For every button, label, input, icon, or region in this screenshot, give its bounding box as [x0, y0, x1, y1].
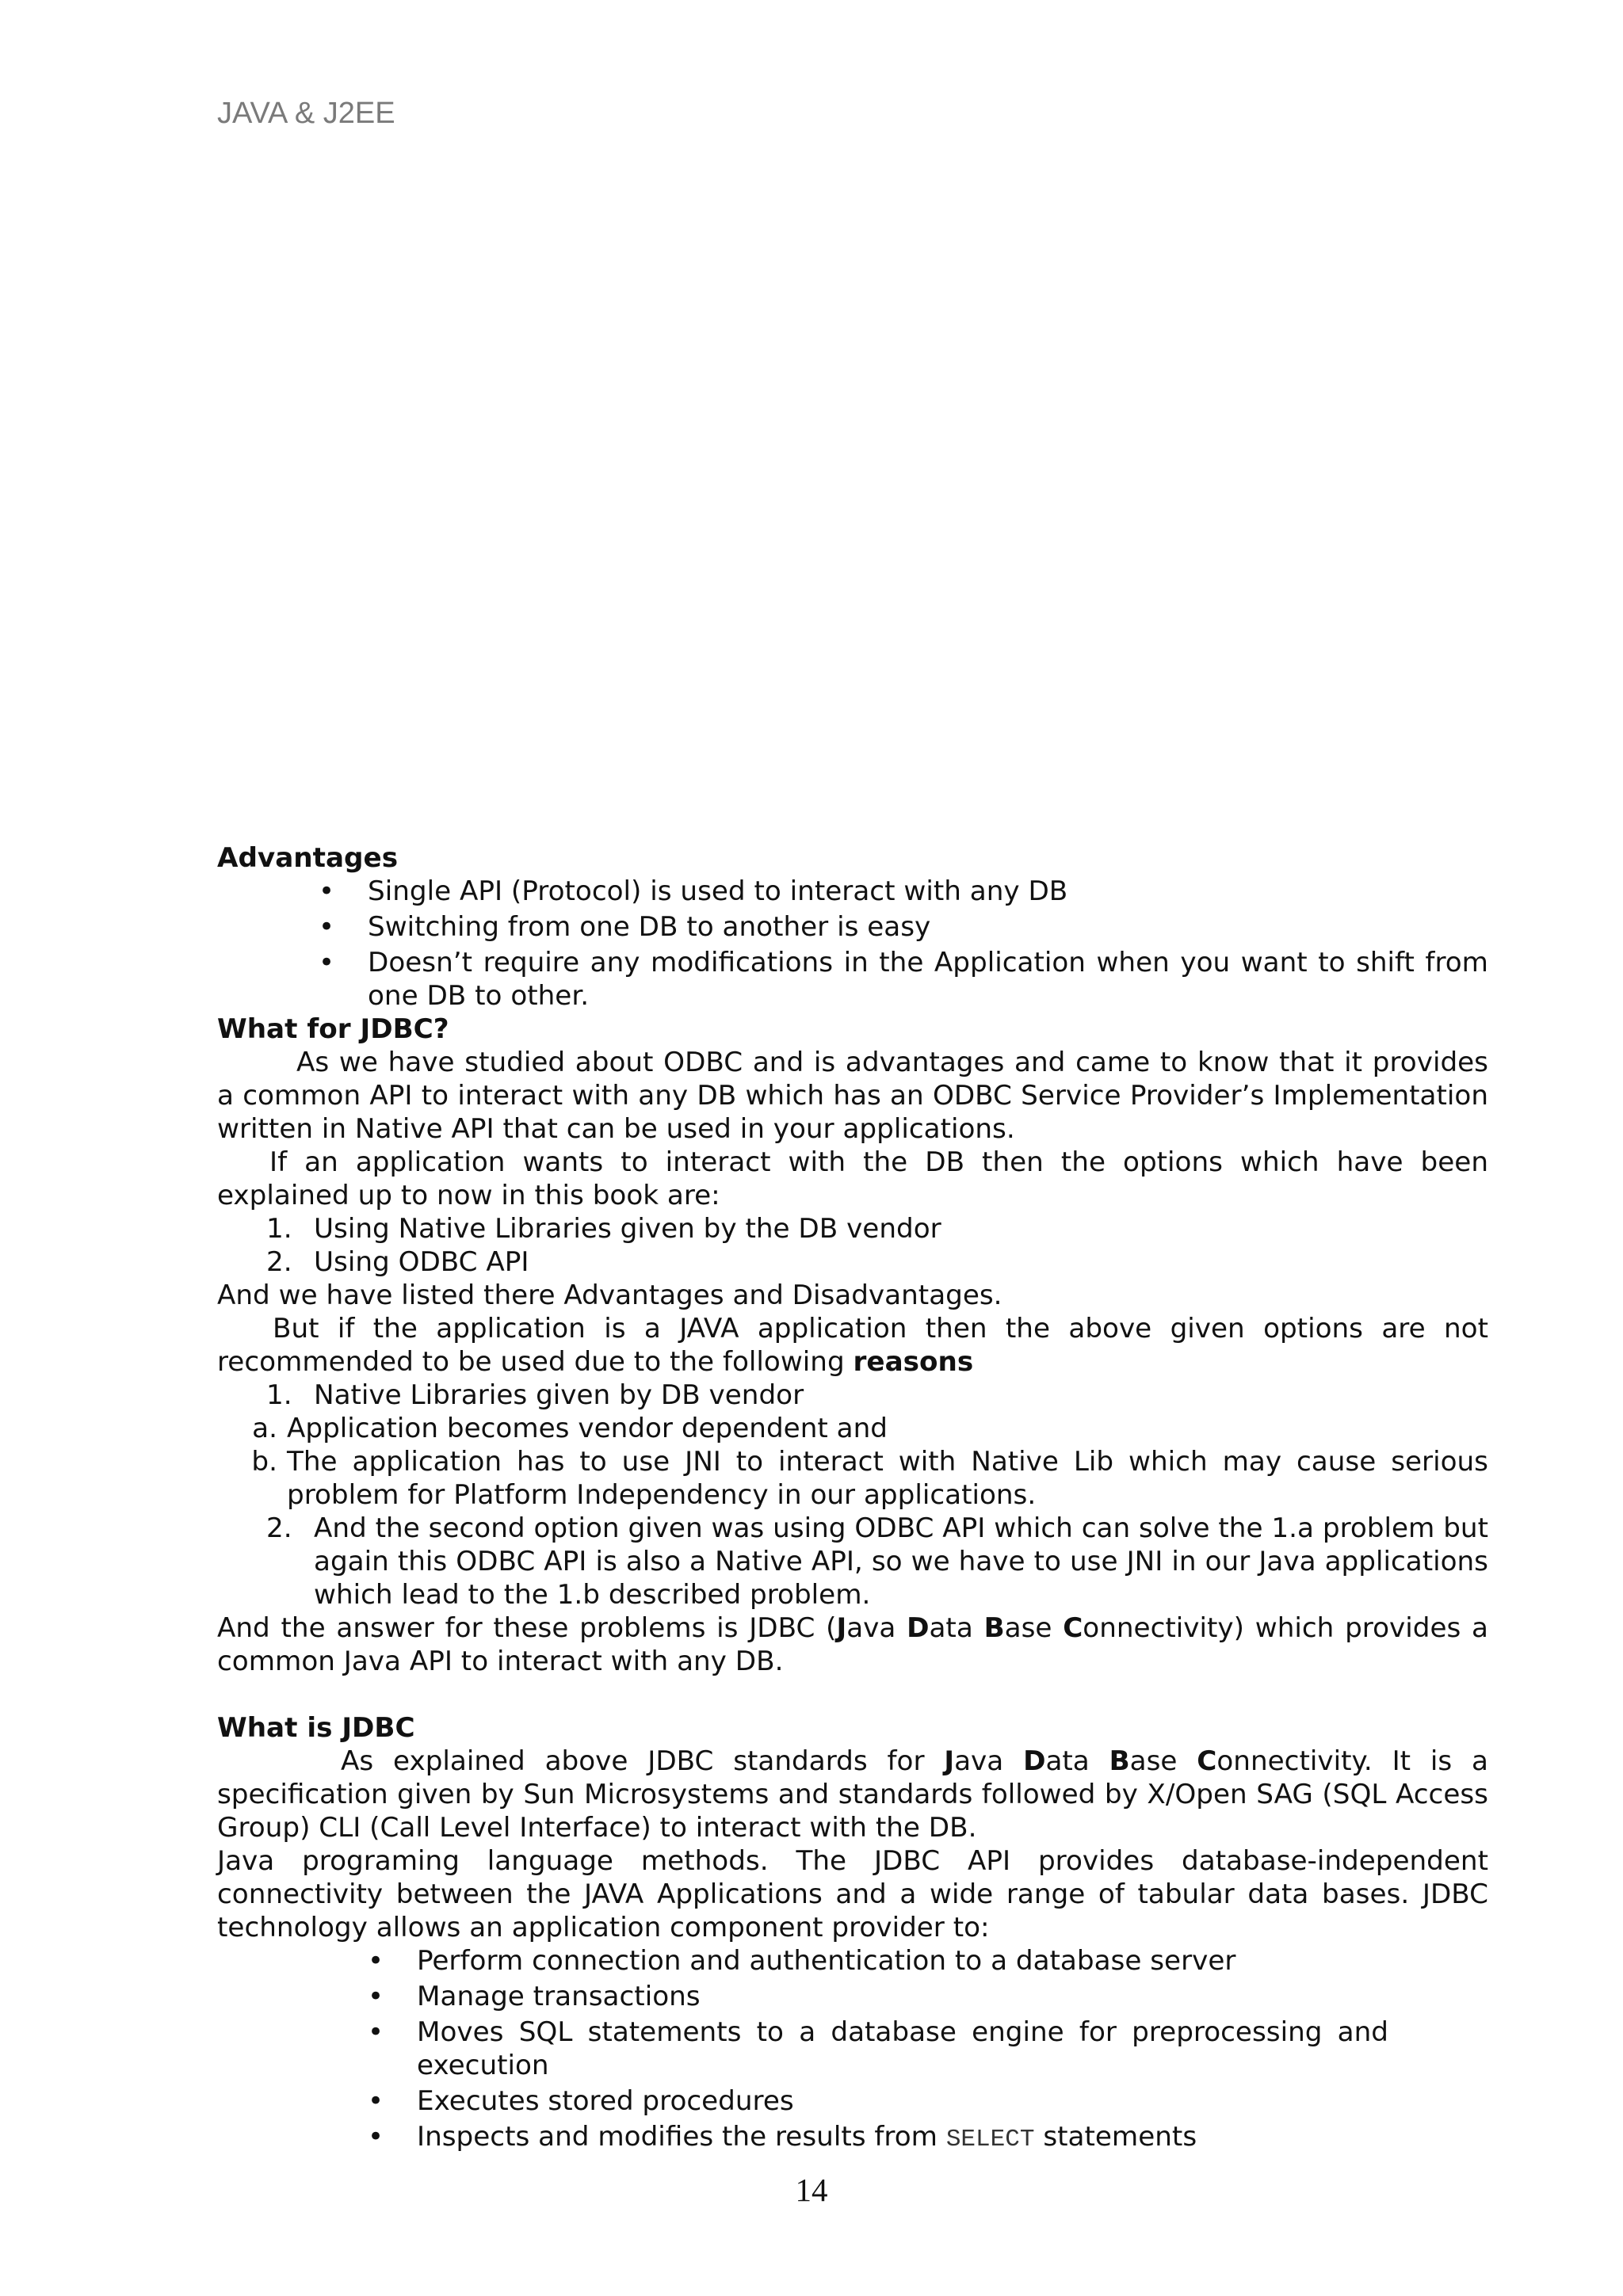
- what-for-jdbc-heading: What for JDBC?: [217, 1013, 449, 1045]
- sub-list-item: a. Application becomes vendor dependent and: [252, 1413, 888, 1444]
- bullet-icon: •: [368, 2121, 384, 2153]
- page-body: [217, 841, 1488, 2157]
- bullet-icon: •: [368, 2085, 384, 2117]
- options-list: [217, 1212, 1488, 1279]
- paragraph: And the answer for these problems is JDBC (Java Data Base Connectivity) which provides a common Java API to interact with any DB.: [217, 1612, 1489, 1677]
- bullet-icon: •: [368, 2016, 384, 2048]
- paragraph: And we have listed there Advantages and Disadvantages.: [217, 1280, 1002, 1311]
- bullet-icon: •: [319, 911, 335, 943]
- list-item: • Executes stored procedures: [368, 2085, 794, 2117]
- paragraph: As we have studied about ODBC and is advantages and came to know that it provides a common API to interact with any DB which has an ODBC Service Provider’s Implementation written in Native API that can be used in your applications.: [217, 1047, 1488, 1145]
- list-item: • Doesn’t require any modifications in the Application when you want to shift from one DB to other.: [319, 947, 1488, 1012]
- paragraph: If an application wants to interact with the DB then the options which have been explained up to now in this book are:: [217, 1146, 1488, 1211]
- code-select: SELECT: [945, 2126, 1035, 2153]
- list-item: 1. Native Libraries given by DB vendor: [266, 1379, 804, 1411]
- capabilities-list: [217, 1944, 1388, 2157]
- list-item: 2. Using ODBC API: [266, 1246, 529, 1278]
- list-item: • Manage transactions: [368, 1981, 701, 2012]
- list-item: • Single API (Protocol) is used to interact with any DB: [319, 875, 1068, 907]
- advantages-list: [217, 875, 1488, 1013]
- list-item: • Perform connection and authentication to a database server: [368, 1945, 1236, 1977]
- advantages-heading: Advantages: [217, 842, 399, 874]
- list-item: 1. Using Native Libraries given by the DB vendor: [266, 1213, 941, 1245]
- paragraph: But if the application is a JAVA application then the above given options are not recommended to be used due to the following reasons: [217, 1313, 1488, 1378]
- list-item: 2. And the second option given was using ODBC API which can solve the 1.a problem but again this ODBC API is also a Native API, so we have to use JNI in our Java applications which lead to the 1.b described problem.: [266, 1512, 1488, 1611]
- bullet-icon: •: [319, 875, 335, 907]
- paragraph: As explained above JDBC standards for Java Data Base Connectivity. It is a specification given by Sun Microsystems and standards followed by X/Open SAG (SQL Access Group) CLI (Call Level Interface) to interact with the DB.: [217, 1745, 1488, 1844]
- reasons-list: [217, 1379, 1488, 1611]
- paragraph: Java programing language methods. The JDBC API provides database-independent connectivity between the JAVA Applications and a wide range of tabular data bases. JDBC technology allows an application component provider to:: [217, 1845, 1488, 1943]
- what-is-jdbc-heading: What is JDBC: [217, 1712, 415, 1744]
- bullet-icon: •: [368, 1945, 384, 1977]
- bullet-icon: •: [319, 947, 335, 978]
- list-item: • Inspects and modifies the results from SELECT statements: [368, 2120, 1388, 2157]
- list-item: • Moves SQL statements to a database engine for preprocessing and execution: [368, 2016, 1388, 2081]
- sub-list-item: b. The application has to use JNI to interact with Native Lib which may cause serious problem for Platform Independency in our applications.: [251, 1446, 1488, 1511]
- running-header: JAVA & J2EE: [217, 97, 395, 130]
- bullet-icon: •: [368, 1981, 384, 2012]
- list-item: • Switching from one DB to another is easy: [319, 911, 931, 943]
- page-number: 14: [795, 2172, 828, 2208]
